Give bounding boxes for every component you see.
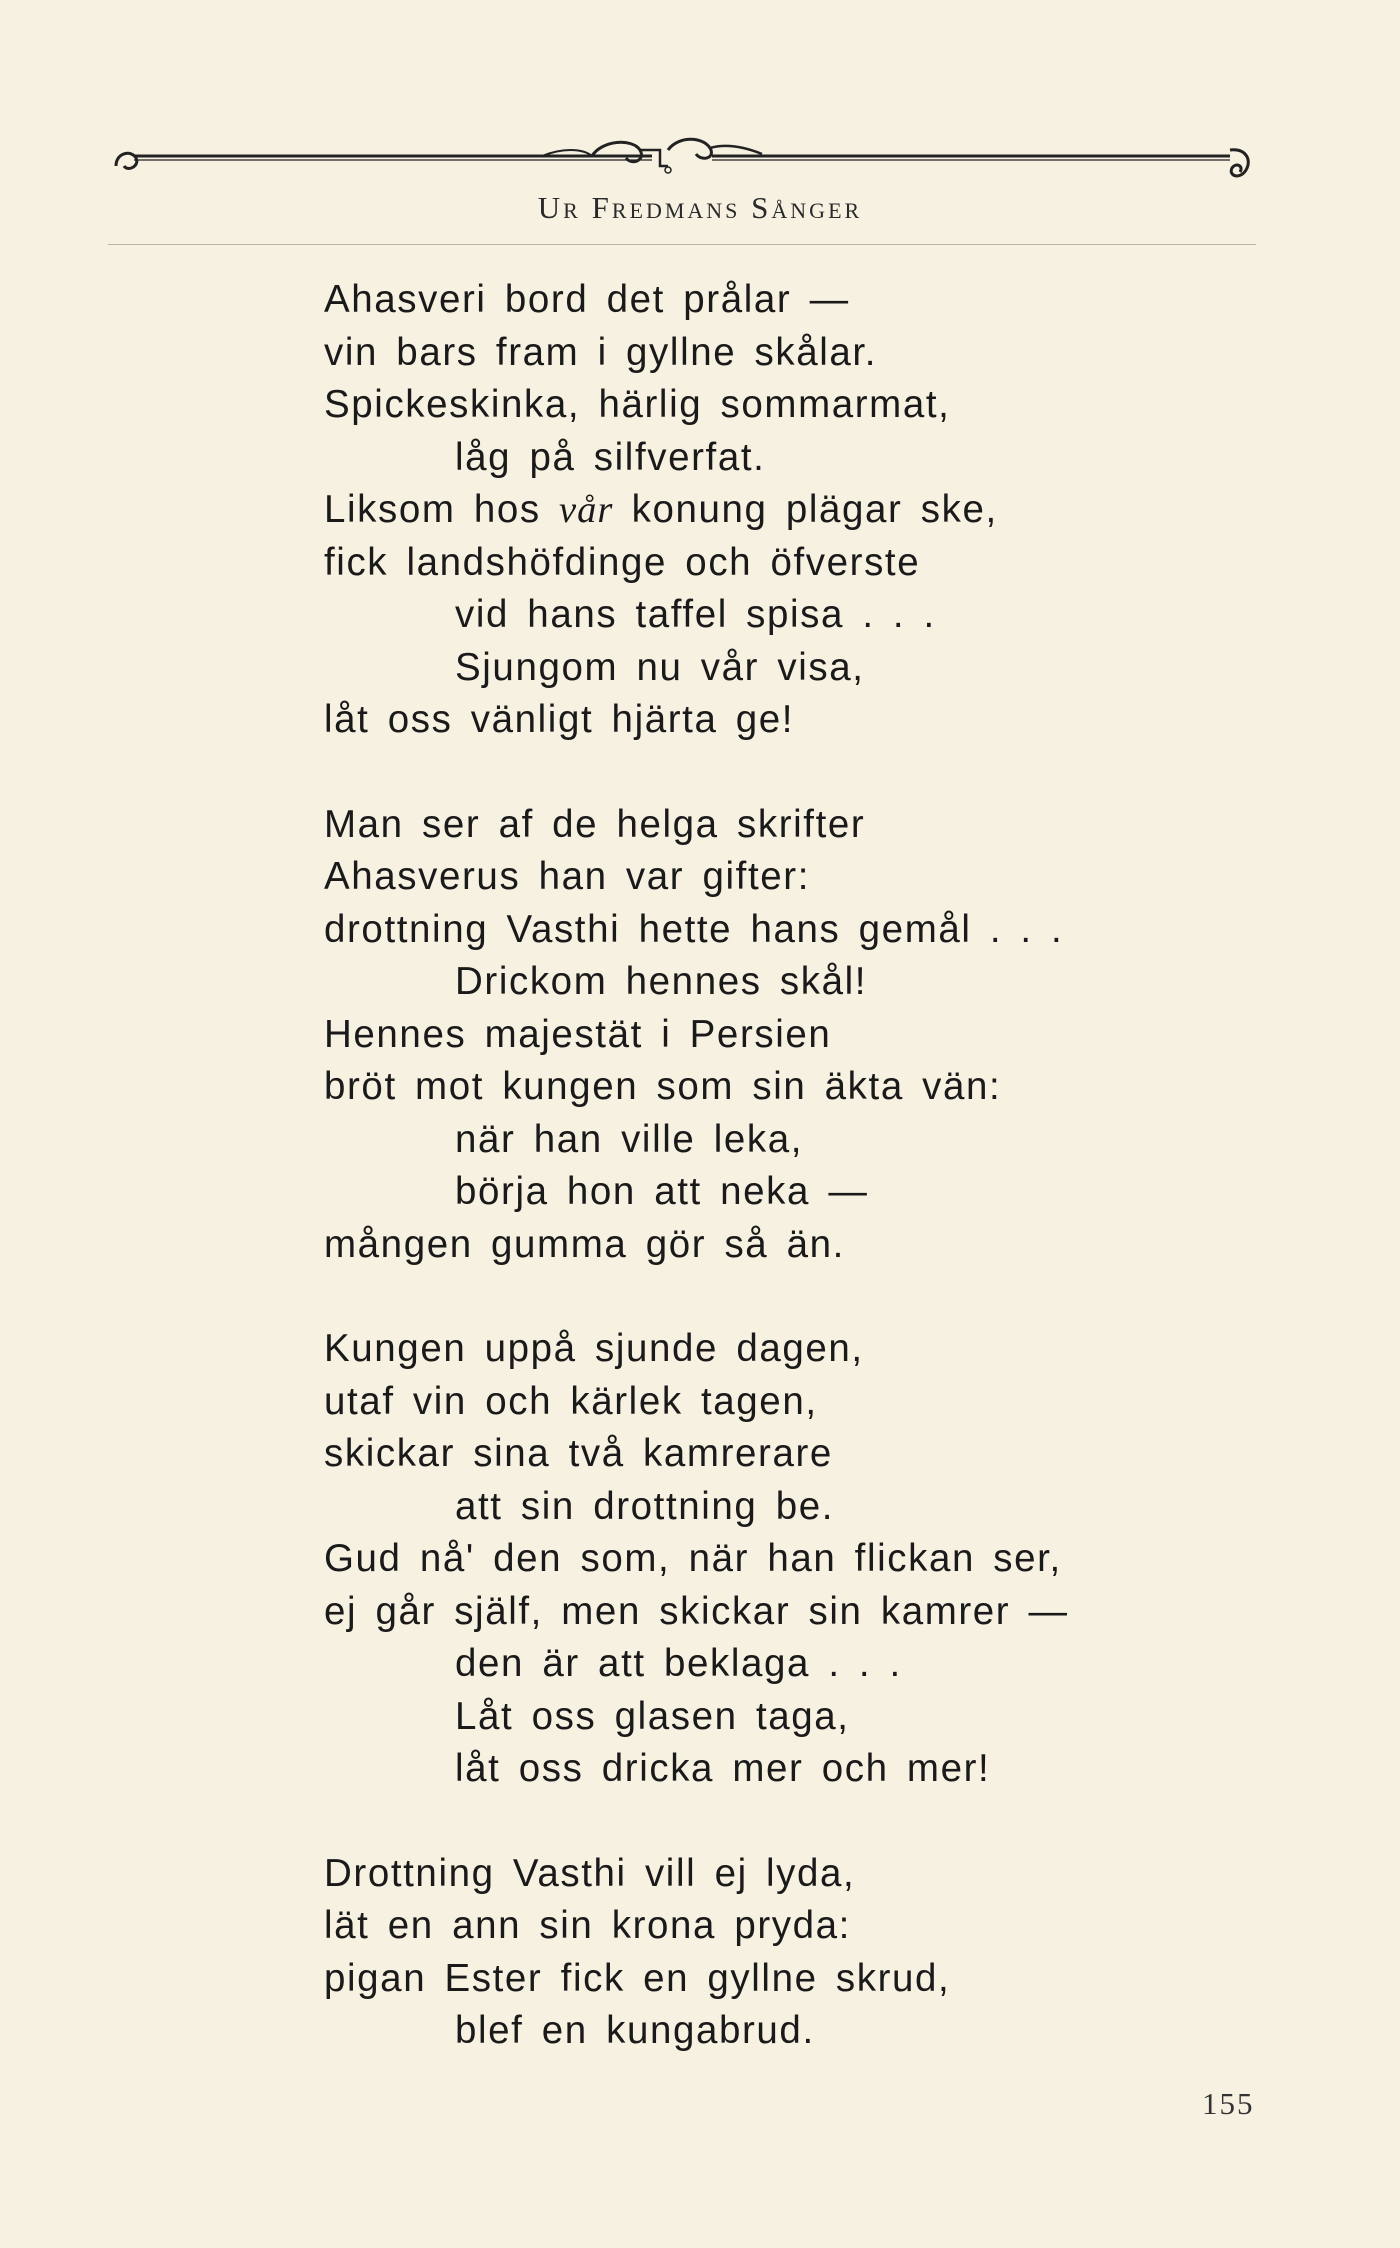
verse-line: pigan Ester fick en gyllne skrud, [324,1956,951,2000]
verse-emphasis: vår [559,489,614,531]
stanza [324,274,1224,747]
verse-line: vid hans taffel spisa . . . [455,593,936,636]
verse-line: Ahasveri bord det prålar — [324,278,850,321]
stanza [324,1323,1224,1796]
verse-line: Drickom hennes skål! [455,960,868,1003]
verse-line: låg på silfverfat. [455,435,766,479]
running-head: Ur Fredmans Sånger [537,190,863,225]
verse-line [324,484,1224,537]
verse-line: att sin drottning be. [455,1484,835,1528]
verse-line: vin bars fram i gyllne skålar. [324,330,878,374]
verse-line: den är att beklaga . . . [455,1642,902,1685]
verse-line: Gud nå' den som, när han flickan ser, [324,1537,1062,1580]
verse-segment: konung plägar ske, [613,488,998,531]
verse-line: Drottning Vasthi vill ej lyda, [324,1851,856,1895]
verse-line: låt oss vänligt hjärta ge! [324,698,795,741]
verse-line: Sjungom nu vår visa, [455,645,865,689]
verse-line: låt oss dricka mer och mer! [455,1747,991,1790]
verse-line: lät en ann sin krona pryda: [324,1904,851,1947]
verse-line: bröt mot kungen som sin äkta vän: [324,1065,1002,1108]
verse-line: mången gumma gör så än. [324,1222,845,1266]
verse-line: Låt oss glasen taga, [455,1694,850,1738]
verse-line: drottning Vasthi hette hans gemål . . . [324,907,1064,951]
verse-line: skickar sina två kamrerare [324,1432,833,1475]
verse-line: blef en kungabrud. [455,2009,815,2052]
verse-line: när han ville leka, [455,1117,804,1161]
verse-line: Spickeskinka, härlig sommarmat, [324,383,951,426]
verse-line: utaf vin och kärlek tagen, [324,1379,818,1423]
verse-line: börja hon att neka — [455,1170,869,1213]
verse-line: fick landshöfdinge och öfverste [324,540,921,584]
verse-line: Hennes majestät i Persien [324,1012,832,1056]
header-rule [108,244,1256,245]
header-ornament [112,126,1256,188]
poem [324,274,1224,2110]
stanza [324,799,1224,1272]
verse-line: ej går själf, men skickar sin kamrer — [324,1589,1069,1633]
stanza [324,1848,1224,2058]
verse-segment: Liksom hos [324,488,560,531]
verse-line: Man ser af de helga skrifter [324,802,866,846]
verse-line: Kungen uppå sjunde dagen, [324,1327,864,1370]
verse-line: Ahasverus han var gifter: [324,855,810,898]
page-number: 155 [1202,2086,1255,2121]
